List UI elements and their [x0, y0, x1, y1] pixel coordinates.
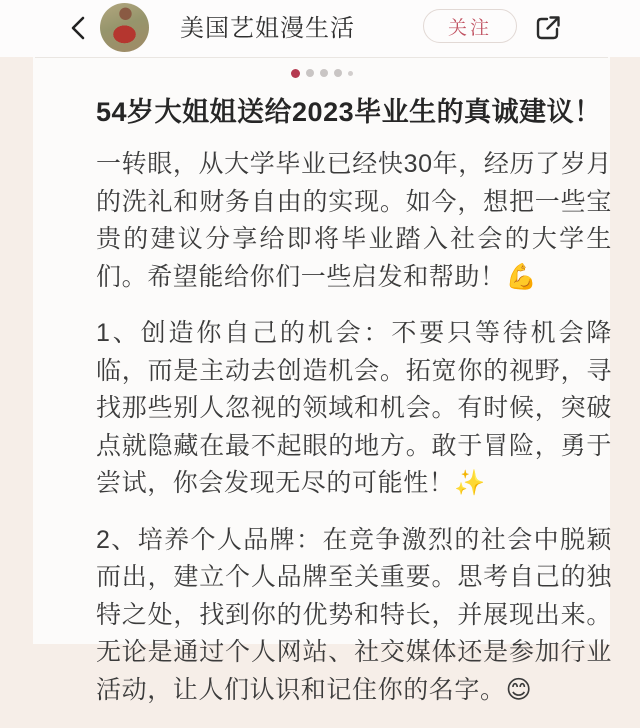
post-paragraph: 2、培养个人品牌：在竞争激烈的社会中脱颖而出，建立个人品牌至关重要。思考自己的独特之处，找到你的优势和特长，并展现出来。无论是通过个人网站、社交媒体还是参加行业活动，让人们认识和记住你的名字。😊 — [96, 525, 612, 704]
follow-button[interactable] — [423, 9, 517, 43]
carousel-dot — [291, 69, 300, 78]
carousel-dot — [306, 69, 314, 77]
top-bar — [0, 0, 640, 57]
post-content — [96, 93, 612, 728]
avatar[interactable] — [100, 3, 149, 52]
header-divider — [35, 57, 608, 58]
carousel-dot — [320, 69, 328, 77]
post-paragraph: 一转眼，从大学毕业已经快30年，经历了岁月的洗礼和财务自由的实现。如今，想把一些宝贵的建议分享给即将毕业踏入社会的大学生们。希望能给你们一些启发和帮助！💪 — [96, 150, 612, 291]
follow-button-label: 关注 — [447, 17, 492, 39]
share-button[interactable] — [531, 11, 565, 45]
carousel-dot — [348, 71, 353, 76]
content-card — [33, 0, 612, 704]
back-button[interactable] — [64, 13, 94, 43]
share-icon — [531, 33, 565, 48]
carousel-dots — [33, 66, 610, 80]
post-paragraph: 1、创造你自己的机会：不要只等待机会降临，而是主动去创造机会。拓宽你的视野，寻找那些别人忽视的领域和机会。有时候，突破点就隐藏在最不起眼的地方。敢于冒险，勇于尝试，你会发现无尽的可能性！✨ — [96, 319, 612, 497]
post-title: 54岁大姐姐送给2023毕业生的真诚建议！ — [96, 97, 602, 127]
carousel-dot — [334, 69, 342, 77]
username[interactable]: 美国艺姐漫生活 — [180, 15, 355, 42]
chevron-left-icon — [64, 31, 94, 46]
